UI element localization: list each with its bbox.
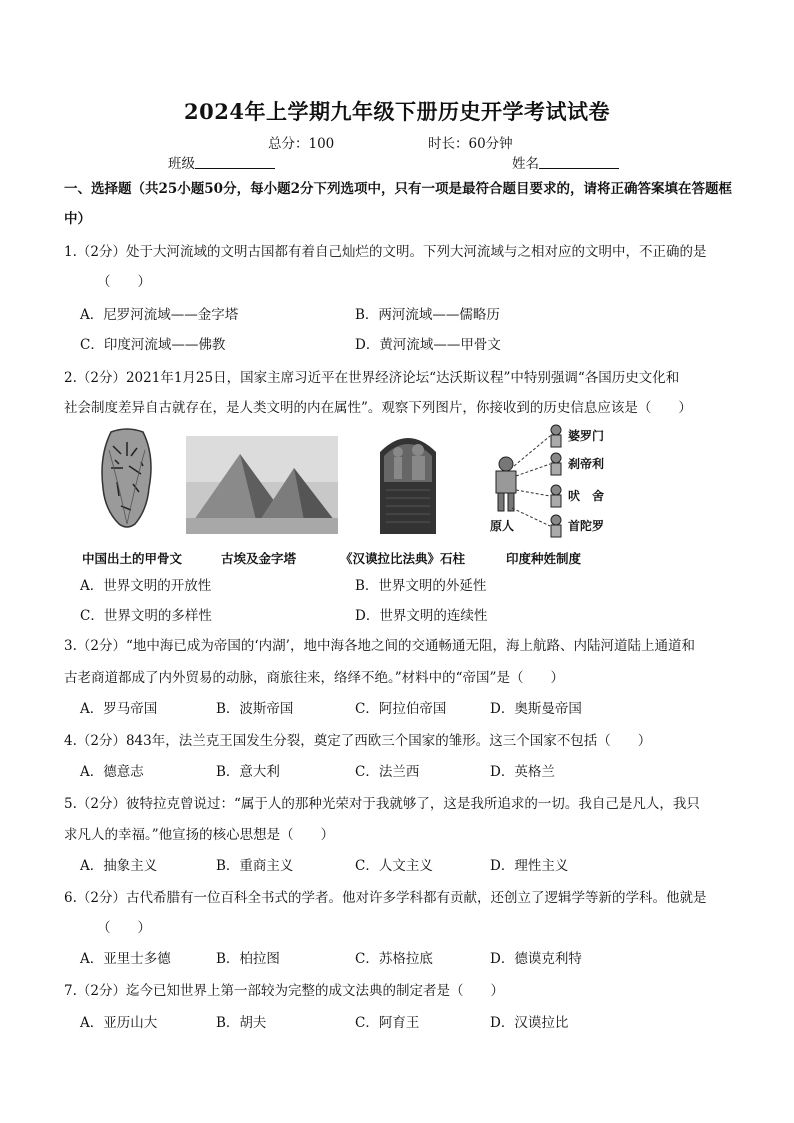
q5-stem-cont: 求凡人的幸福。”他宣扬的核心思想是（ ）	[64, 827, 335, 843]
name-label: 姓名	[512, 156, 539, 172]
caption-pyramids: 古埃及金字塔	[221, 551, 297, 566]
class-label: 班级	[168, 156, 195, 172]
q6-stem-cont: （ ）	[97, 920, 151, 936]
caste-label-brahmin: 婆罗门	[568, 429, 605, 443]
q2-option-b[interactable]: B．世界文明的外延性	[355, 578, 487, 594]
duration: 时长：60分钟	[428, 136, 513, 152]
caste-system-diagram	[484, 418, 628, 546]
name-field[interactable]	[512, 152, 619, 172]
caste-label-purusha: 原人	[490, 519, 515, 533]
q4-option-a[interactable]: A．德意志	[80, 764, 144, 780]
q3-option-b[interactable]: B．波斯帝国	[216, 701, 294, 717]
q4-option-d[interactable]: D．英格兰	[490, 764, 555, 780]
caste-label-kshatriya: 刹帝利	[568, 457, 605, 471]
q6-stem: 6.（2分）古代希腊有一位百科全书式的学者。他对许多学科都有贡献，还创立了逻辑学等新的学科。他就是	[64, 890, 707, 906]
q4-stem: 4.（2分）843年，法兰克王国发生分裂，奠定了西欧三个国家的雏形。这三个国家不包括（ ）	[64, 733, 652, 749]
name-blank[interactable]	[539, 155, 619, 169]
q2-option-d[interactable]: D．世界文明的连续性	[355, 608, 488, 624]
q6-option-b[interactable]: B．柏拉图	[216, 951, 280, 967]
q1-option-a[interactable]: A．尼罗河流域——金字塔	[80, 307, 239, 323]
q5-option-b[interactable]: B．重商主义	[216, 858, 294, 874]
section-heading: 一、选择题（共25小题50分，每小题2分下列选项中，只有一项是最符合题目要求的，请将正确答案填在答题框中）	[64, 181, 732, 227]
q1-option-c[interactable]: C．印度河流域——佛教	[80, 337, 226, 353]
q2-stem: 2.（2分）2021年1月25日，国家主席习近平在世界经济论坛“达沃斯议程”中特别强调“各国历史文化和	[64, 370, 680, 386]
class-field[interactable]	[168, 152, 275, 172]
caption-oracle-bone: 中国出土的甲骨文	[82, 551, 183, 566]
q6-option-d[interactable]: D．德谟克利特	[490, 951, 582, 967]
q1-stem: 1.（2分）处于大河流域的文明古国都有着自己灿烂的文明。下列大河流域与之相对应的文明中，不正确的是	[64, 244, 707, 260]
q5-stem: 5.（2分）彼特拉克曾说过：“属于人的那种光荣对于我就够了，这是我所追求的一切。我自己是凡人，我只	[64, 796, 700, 812]
class-blank[interactable]	[195, 155, 275, 169]
q7-option-c[interactable]: C．阿育王	[355, 1015, 420, 1031]
q3-stem: 3.（2分）“地中海已成为帝国的‘内湖’，地中海各地之间的交通畅通无阻，海上航路、内陆河道陆上通道和	[64, 638, 695, 654]
caste-label-vaishya: 吠 舍	[568, 489, 605, 503]
q5-option-c[interactable]: C．人文主义	[355, 858, 433, 874]
caption-caste: 印度种姓制度	[506, 551, 582, 566]
caste-label-shudra: 首陀罗	[568, 519, 605, 533]
q3-option-d[interactable]: D．奥斯曼帝国	[490, 701, 582, 717]
q1-stem-cont: （ ）	[97, 274, 151, 290]
q1-option-d[interactable]: D．黄河流域——甲骨文	[355, 337, 501, 353]
q3-stem-cont: 古老商道都成了内外贸易的动脉，商旅往来，络绎不绝。”材料中的“帝国”是（ ）	[64, 670, 564, 686]
q4-option-c[interactable]: C．法兰西	[355, 764, 420, 780]
total-score: 总分：100	[268, 136, 335, 152]
q3-option-a[interactable]: A．罗马帝国	[80, 701, 158, 717]
exam-title: 2024年上学期九年级下册历史开学考试试卷	[184, 99, 610, 124]
q5-option-d[interactable]: D．理性主义	[490, 858, 569, 874]
q7-stem: 7.（2分）迄今已知世界上第一部较为完整的成文法典的制定者是（ ）	[64, 983, 504, 999]
q4-option-b[interactable]: B．意大利	[216, 764, 280, 780]
pyramids-image	[186, 436, 338, 534]
q7-option-d[interactable]: D．汉谟拉比	[490, 1015, 569, 1031]
q1-option-b[interactable]: B．两河流域——儒略历	[355, 307, 500, 323]
hammurabi-stele-image	[376, 430, 440, 534]
q3-option-c[interactable]: C．阿拉伯帝国	[355, 701, 447, 717]
q7-option-a[interactable]: A．亚历山大	[80, 1015, 158, 1031]
q6-option-c[interactable]: C．苏格拉底	[355, 951, 433, 967]
q2-option-a[interactable]: A．世界文明的开放性	[80, 578, 212, 594]
caption-hammurabi: 《汉谟拉比法典》石柱	[340, 551, 466, 566]
q2-option-c[interactable]: C．世界文明的多样性	[80, 608, 212, 624]
q2-stem-cont: 社会制度差异自古就存在，是人类文明的内在属性”。观察下列图片，你接收到的历史信息应该是（ ）	[64, 400, 692, 416]
q5-option-a[interactable]: A．抽象主义	[80, 858, 158, 874]
q6-option-a[interactable]: A．亚里士多德	[80, 951, 171, 967]
q7-option-b[interactable]: B．胡夫	[216, 1015, 267, 1031]
oracle-bone-image	[97, 426, 157, 530]
